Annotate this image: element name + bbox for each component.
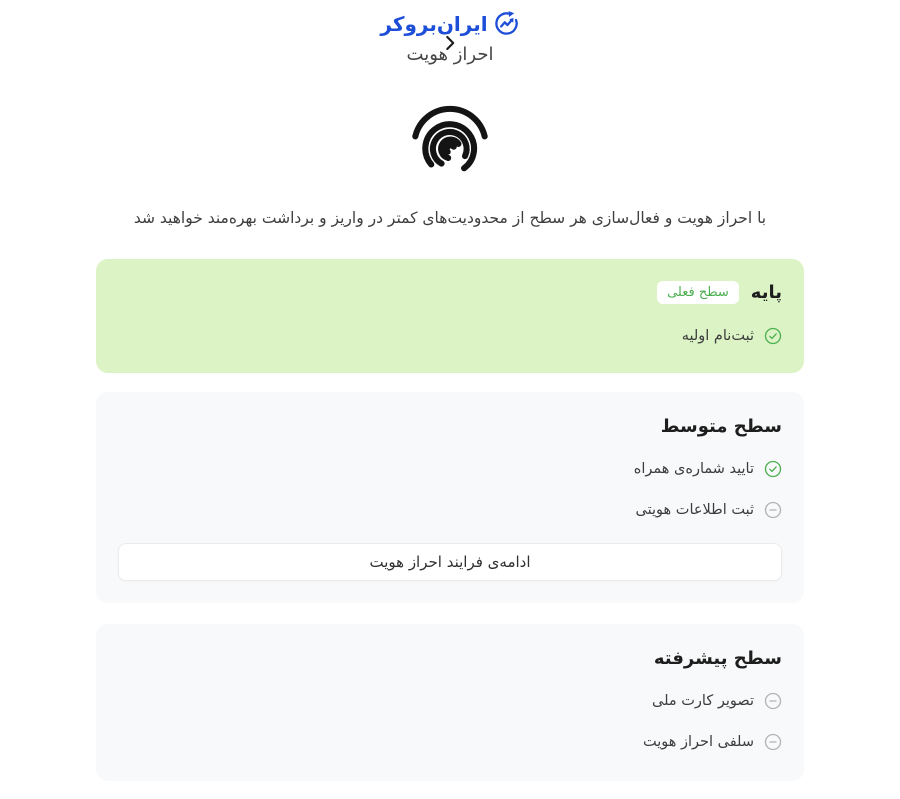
list-item bbox=[118, 327, 782, 345]
list-item bbox=[118, 460, 782, 478]
item-label: ثبت اطلاعات هویتی bbox=[635, 502, 754, 518]
list-item bbox=[118, 733, 782, 751]
page-title: احراز هویت bbox=[406, 44, 494, 65]
level-name: سطح متوسط bbox=[660, 416, 782, 437]
level-card-head bbox=[118, 416, 782, 437]
item-label: ثبت‌نام اولیه bbox=[681, 328, 754, 344]
item-label: سلفی احراز هویت bbox=[642, 734, 754, 750]
level-card-basic bbox=[96, 259, 804, 373]
minus-circle-icon bbox=[764, 733, 782, 751]
check-circle-icon bbox=[764, 460, 782, 478]
level-name: سطح پیشرفته bbox=[653, 648, 782, 669]
continue-verification-button[interactable]: ادامه‌ی فرایند احراز هویت bbox=[118, 543, 782, 581]
header bbox=[96, 0, 804, 65]
intro-description: با احراز هویت و فعال‌سازی هر سطح از محدودیت‌های کمتر در واریز و برداشت بهره‌مند خواهید شد bbox=[133, 209, 767, 227]
item-label: تایید شماره‌ی همراه bbox=[633, 461, 754, 477]
level-card-head bbox=[118, 281, 782, 304]
fingerprint-wrap bbox=[96, 97, 804, 187]
fingerprint-icon bbox=[405, 97, 495, 187]
level-card-head bbox=[118, 648, 782, 669]
level-name: پایه bbox=[750, 282, 782, 303]
minus-circle-icon bbox=[764, 501, 782, 519]
list-item bbox=[118, 501, 782, 519]
level-card-advanced bbox=[96, 624, 804, 781]
item-label: تصویر کارت ملی bbox=[652, 693, 754, 709]
minus-circle-icon bbox=[764, 692, 782, 710]
chevron-right-icon bbox=[439, 32, 461, 54]
back-button[interactable] bbox=[102, 30, 798, 56]
check-circle-icon bbox=[764, 327, 782, 345]
current-level-badge: سطح فعلی bbox=[657, 281, 739, 304]
page-container bbox=[96, 0, 804, 781]
level-card-intermediate bbox=[96, 392, 804, 603]
brand-name: ایران‌بروکر bbox=[380, 11, 488, 36]
list-item bbox=[118, 692, 782, 710]
